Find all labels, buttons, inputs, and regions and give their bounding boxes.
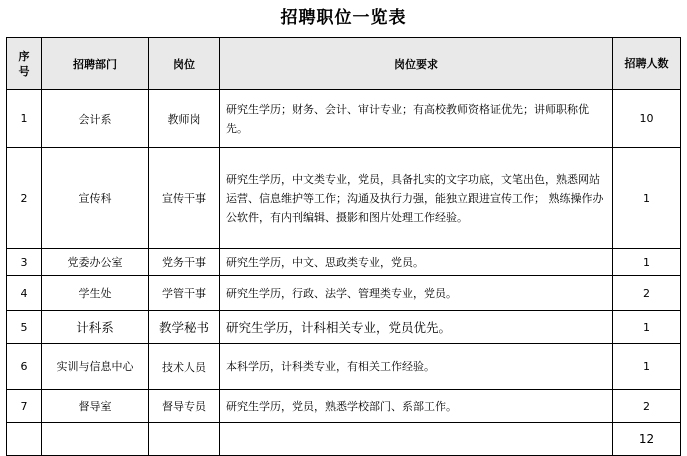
cell-dept: 计科系 (42, 311, 149, 344)
cell-count: 1 (613, 344, 681, 390)
cell-dept: 宣传科 (42, 148, 149, 249)
recruitment-table (6, 37, 681, 456)
total-empty-cell (7, 423, 42, 456)
cell-dept: 实训与信息中心 (42, 344, 149, 390)
cell-dept: 督导室 (42, 390, 149, 423)
cell-seq: 5 (7, 311, 42, 344)
cell-seq: 6 (7, 344, 42, 390)
cell-requirement: 本科学历，计科类专业，有相关工作经验。 (220, 344, 613, 390)
cell-position: 督导专员 (149, 390, 220, 423)
cell-requirement: 研究生学历，党员，熟悉学校部门、系部工作。 (220, 390, 613, 423)
cell-dept: 会计系 (42, 90, 149, 148)
total-count: 12 (613, 423, 681, 456)
cell-count: 1 (613, 148, 681, 249)
total-row (7, 423, 681, 456)
table-row (7, 344, 681, 390)
cell-requirement: 研究生学历；财务、会计、审计专业；有高校教师资格证优先；讲师职称优先。 (220, 90, 613, 148)
cell-seq: 4 (7, 276, 42, 311)
cell-count: 1 (613, 311, 681, 344)
table-row (7, 249, 681, 276)
cell-position: 学管干事 (149, 276, 220, 311)
header-requirement: 岗位要求 (220, 38, 613, 90)
cell-count: 10 (613, 90, 681, 148)
cell-count: 2 (613, 390, 681, 423)
total-empty-cell (42, 423, 149, 456)
table-row (7, 311, 681, 344)
cell-position: 党务干事 (149, 249, 220, 276)
total-empty-cell (149, 423, 220, 456)
cell-count: 1 (613, 249, 681, 276)
table-row (7, 276, 681, 311)
cell-seq: 2 (7, 148, 42, 249)
header-seq: 序号 (7, 38, 42, 90)
cell-count: 2 (613, 276, 681, 311)
cell-position: 教师岗 (149, 90, 220, 148)
header-dept: 招聘部门 (42, 38, 149, 90)
cell-dept: 党委办公室 (42, 249, 149, 276)
header-position: 岗位 (149, 38, 220, 90)
cell-requirement: 研究生学历，中文类专业，党员，具备扎实的文字功底，文笔出色，熟悉网站运营、信息维护等工作；沟通及执行力强，能独立跟进宣传工作； 熟练操作办公软件，有内刊编辑、摄影和图片处理工作经验。 (220, 148, 613, 249)
cell-position: 宣传干事 (149, 148, 220, 249)
cell-seq: 7 (7, 390, 42, 423)
total-empty-cell (220, 423, 613, 456)
cell-requirement: 研究生学历，中文、思政类专业，党员。 (220, 249, 613, 276)
cell-seq: 3 (7, 249, 42, 276)
table-row (7, 90, 681, 148)
cell-dept: 学生处 (42, 276, 149, 311)
cell-position: 教学秘书 (149, 311, 220, 344)
cell-requirement: 研究生学历，计科相关专业，党员优先。 (220, 311, 613, 344)
cell-requirement: 研究生学历，行政、法学、管理类专业，党员。 (220, 276, 613, 311)
page-title: 招聘职位一览表 (280, 8, 407, 28)
cell-position: 技术人员 (149, 344, 220, 390)
cell-seq: 1 (7, 90, 42, 148)
header-count: 招聘人数 (613, 38, 681, 90)
table-row (7, 148, 681, 249)
table-row (7, 390, 681, 423)
header-row (7, 38, 681, 90)
